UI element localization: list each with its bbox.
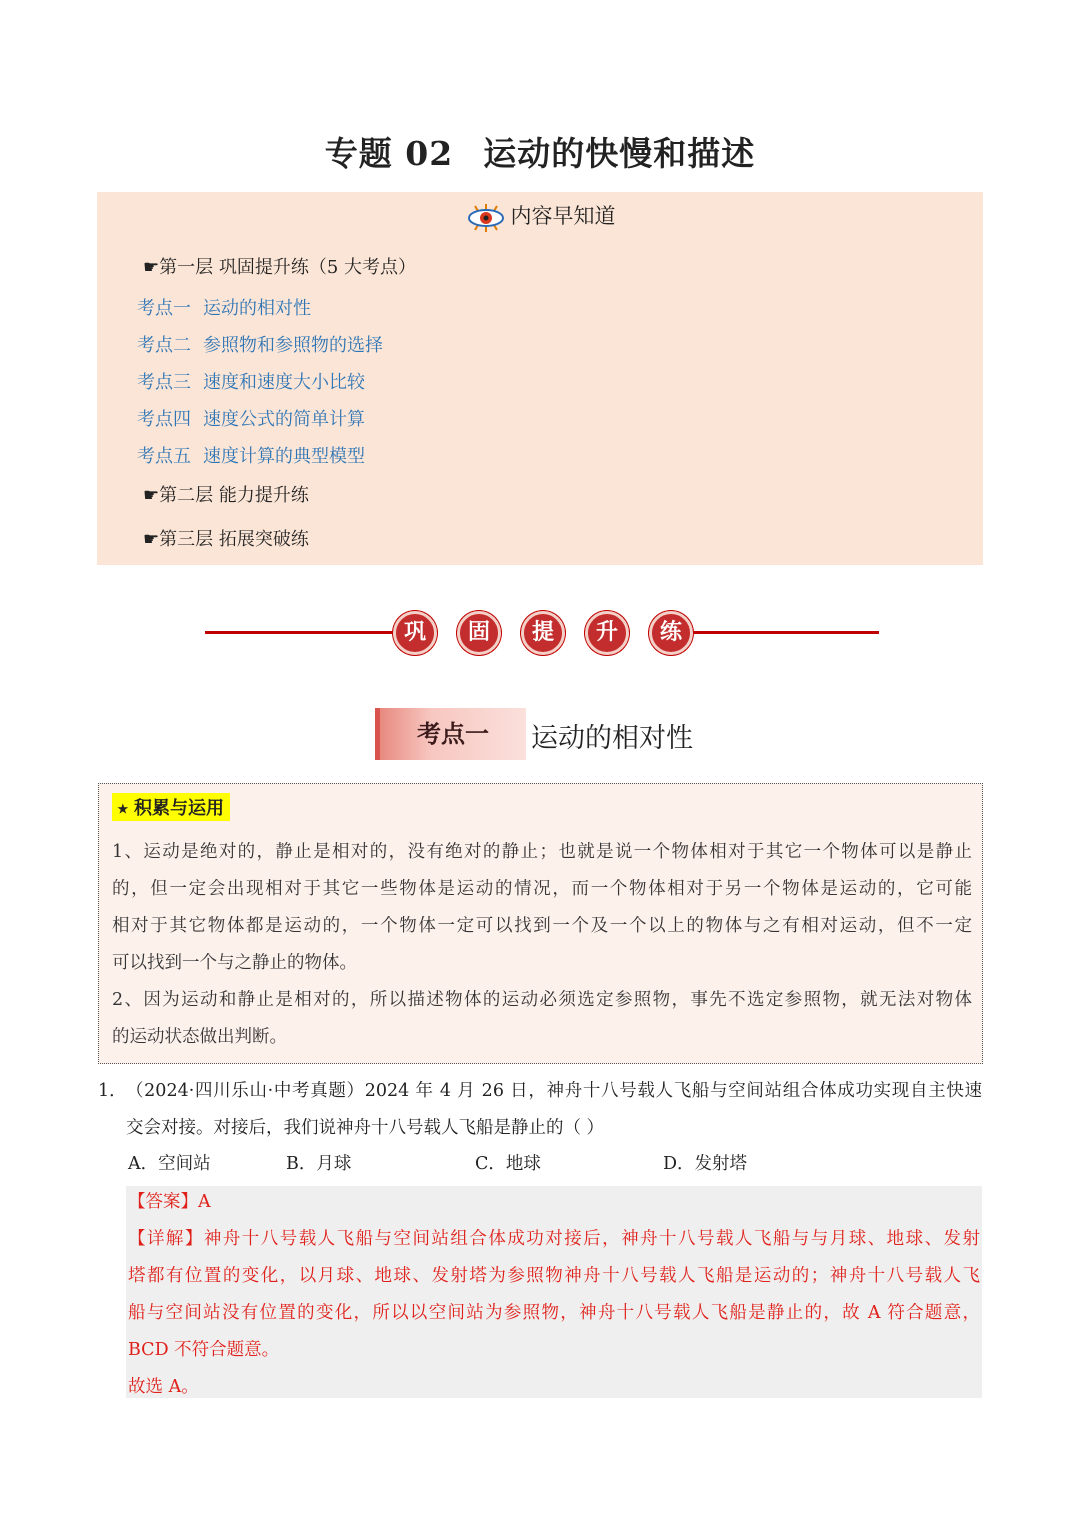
toc-header-text: 内容早知道	[510, 204, 616, 228]
banner-line-right	[689, 631, 879, 634]
knowledge-line-6: 的运动状态做出判断。	[112, 1027, 287, 1047]
knowledge-line-3: 相对于其它物体都是运动的，一个物体一定可以找到一个及一个以上的物体与之有相对运动，但不一定	[112, 916, 972, 936]
knowledge-line-1: 1、运动是绝对的，静止是相对的，没有绝对的静止；也就是说一个物体相对于其它一个物体可以是静止	[112, 842, 972, 862]
toc-header	[0, 200, 1080, 233]
option-b[interactable]: B．月球	[286, 1154, 352, 1174]
question-line-2: 交会对接。对接后，我们说神舟十八号载人飞船是静止的（ ）	[126, 1118, 605, 1138]
option-c[interactable]: C．地球	[475, 1154, 541, 1174]
banner-char-2: 固	[457, 611, 501, 655]
banner-line-left	[205, 631, 395, 634]
toc-layer-1[interactable]: ☛第一层 巩固提升练（5 大考点）	[143, 257, 417, 278]
banner-char-4: 升	[585, 611, 629, 655]
toc-point-3[interactable]: 考点三 速度和速度大小比较	[137, 372, 365, 393]
detail-line-4: BCD 不符合题意。	[128, 1340, 280, 1360]
question-line-1: （2024·四川乐山·中考真题）2024 年 4 月 26 日，神舟十八号载人飞船与空间站组合体成功实现自主快速	[126, 1081, 982, 1101]
knowledge-line-2: 的，但一定会出现相对于其它一些物体是运动的情况，而一个物体相对于另一个物体是运动的，它可能	[112, 879, 972, 899]
toc-point-5[interactable]: 考点五 速度计算的典型模型	[137, 446, 365, 467]
detail-line-2: 塔都有位置的变化，以月球、地球、发射塔为参照物神舟十八号载人飞船是运动的；神舟十八号载人飞	[128, 1266, 980, 1286]
title-prefix: 专题 02	[324, 134, 454, 173]
section-banner	[205, 607, 879, 659]
kaodian-title: 运动的相对性	[531, 723, 693, 754]
title-text: 运动的快慢和描述	[483, 134, 756, 173]
page-title	[0, 128, 1080, 175]
detail-line-1: 【详解】神舟十八号载人飞船与空间站组合体成功对接后，神舟十八号载人飞船与与月球、地球、发射	[128, 1229, 980, 1249]
banner-char-1: 巩	[393, 611, 437, 655]
answer-conclusion: 故选 A。	[128, 1377, 199, 1397]
toc-point-2[interactable]: 考点二 参照物和参照物的选择	[137, 335, 383, 356]
answer-line: 【答案】A	[128, 1192, 211, 1212]
toc-point-1[interactable]: 考点一 运动的相对性	[137, 298, 311, 319]
question-number: 1．	[98, 1081, 127, 1101]
knowledge-tag: ⭑ 积累与运用	[112, 793, 230, 821]
toc-layer-3[interactable]: ☛第三层 拓展突破练	[143, 529, 309, 550]
knowledge-line-5: 2、因为运动和静止是相对的，所以描述物体的运动必须选定参照物，事先不选定参照物，就无法对物体	[112, 990, 972, 1010]
eye-icon	[465, 203, 507, 233]
detail-line-3: 船与空间站没有位置的变化，所以以空间站为参照物，神舟十八号载人飞船是静止的，故 A 符合题意，	[128, 1303, 980, 1323]
banner-char-5: 练	[649, 611, 693, 655]
answer-panel	[126, 1186, 982, 1398]
option-d[interactable]: D．发射塔	[663, 1154, 748, 1174]
toc-layer-2[interactable]: ☛第二层 能力提升练	[143, 485, 309, 506]
toc-point-4[interactable]: 考点四 速度公式的简单计算	[137, 409, 365, 430]
knowledge-line-4: 可以找到一个与之静止的物体。	[112, 953, 357, 973]
kaodian-tag: 考点一	[375, 708, 526, 760]
option-a[interactable]: A．空间站	[128, 1154, 211, 1174]
banner-char-3: 提	[521, 611, 565, 655]
